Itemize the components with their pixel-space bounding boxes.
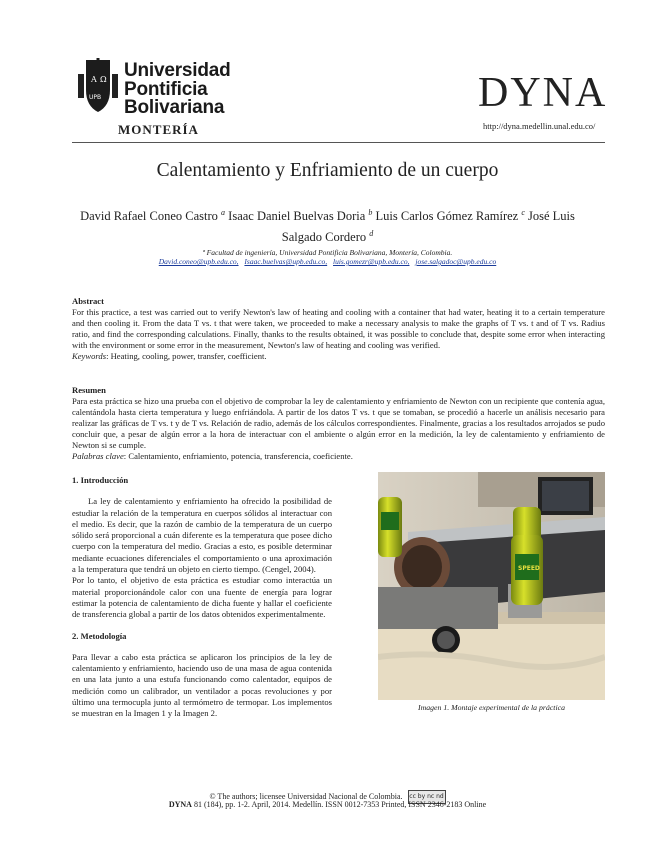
svg-text:UPB: UPB — [89, 94, 102, 101]
footer-citation — [0, 800, 655, 809]
experiment-photo — [378, 472, 605, 700]
abstract-section — [72, 296, 605, 362]
journal-url[interactable]: http://dyna.medellin.unal.edu.co/ — [483, 121, 596, 131]
method-paragraph: Para llevar a cabo esta práctica se aplicaron los principios de la ley de calentamiento y enfriamiento, haciendo uso de una masa de agua contenida en una lata junto a una estufa funcionando como calentador, equipos de medición como un calibrador, un ventilador a pocas revoluciones y por último una termocupla junto al termómetro de termopar. Los implementos se muestran en la Imagen 1 y la Imagen 2. — [72, 651, 332, 719]
email-link[interactable]: luis.gomezr@upb.edu.co, — [333, 257, 410, 266]
resumen-keywords: Palabras clave: Calentamiento, enfriamiento, potencia, transferencia, coeficiente. — [72, 451, 353, 461]
author-marker: a — [221, 208, 226, 217]
university-name-line: Universidad — [124, 60, 231, 81]
method-heading: 2. Metodología — [72, 630, 127, 641]
resumen-section — [72, 385, 605, 462]
intro-paragraph: La ley de calentamiento y enfriamiento ha ofrecido la posibilidad de estudiar la relación de la temperatura en cuerpos sólidos al interactuar con el medio. Es decir, que la razón de cambio de la temperatura de un cuerpo sólido será proporcional a cuán diferente es la temperatura que posee dicho cuerpo con la temperatura del medio. Gracias a esto, es posible determinar mediante ecuaciones diferenciales el comportamiento o una aproximación a la temperatura que tendrá un objeto en cierto tiempo. (Cengel, 2004). — [72, 496, 332, 575]
author-emails — [60, 257, 595, 266]
author-marker: d — [369, 229, 374, 239]
author-marker: c — [521, 208, 525, 217]
body-column-left — [72, 475, 332, 720]
svg-text:Ω: Ω — [100, 75, 107, 84]
paper-title: Calentamiento y Enfriamiento de un cuerpo — [156, 160, 499, 181]
citation-journal: DYNA — [168, 800, 192, 809]
abstract-heading: Abstract — [72, 296, 104, 306]
campus-name: MONTERÍA — [118, 122, 199, 137]
figure-caption: Imagen 1. Montaje experimental de la práctica — [417, 703, 566, 712]
university-logo — [72, 52, 257, 142]
cc-license-icon[interactable]: cc by nc nd — [408, 790, 446, 804]
crest-icon — [76, 56, 120, 114]
license-text: © The authors; licensee Universidad Nacional de Colombia. — [209, 791, 403, 801]
can-label: SPEED — [518, 565, 540, 572]
university-name-line: Bolivariana — [124, 97, 225, 118]
abstract-body: For this practice, a test was carried out to verify Newton's law of heating and cooling with a container that had water, heating it to a certain temperature and then cooling it. From the data T vs. t that were taken, we proceeded to make a necessary analysis to make the graphs of T vs. t and of T vs. Radius ratio, and find the corresponding calculations. Finally, thanks to the results obtained, it was possible to conclude that, despite some error when interacting with the environment or some error in the measurement, Newton's law of heating and cooling was verified. — [72, 307, 605, 350]
author-list — [60, 204, 595, 246]
author-marker: b — [368, 208, 373, 217]
author-name: Luis Carlos Gómez Ramírez — [375, 209, 519, 224]
resumen-body: Para esta práctica se hizo una prueba con el objetivo de comprobar la ley de calentamiento y enfriamiento de Newton con un recipiente que contenía agua, calentándola hasta cierta temperatura y luego enfriándola. A partir de los datos T vs. t que se tomaban, se procedió a hacerle un análisis necesario para realizar las gráficas de T vs. t y de T vs. Relación de radio, además de los cálculos correspondientes. Finalmente, gracias a los resultados arrojados se pudo concluir que, a pesar de algún error a la hora de interactuar con el ambiente o algún error en la medición, la ley de calentamiento y enfriamiento de Newton si se cumple. — [72, 396, 605, 450]
header-divider — [72, 142, 605, 143]
intro-paragraph: Por lo tanto, el objetivo de esta práctica es estudiar como interactúa un material proporcionándole calor con una fuente de energía para lograr estimar la potencia de calentamiento de dicha fuente y hallar el coeficiente de transferencia global a partir de los datos obtenidos experimentalmente. — [72, 575, 332, 620]
journal-logo: DYNA — [478, 70, 608, 116]
affiliation: ª Facultad de ingeniería, Universidad Pontificia Bolivariana, Montería, Colombia. — [202, 248, 453, 257]
citation-text: 81 (184), pp. 1-2. April, 2014. Medellín. ISSN 0012-7353 Printed, ISSN 2346-2183 Online — [191, 800, 487, 809]
resumen-heading: Resumen — [72, 385, 106, 395]
abstract-keywords: Keywords: Heating, cooling, power, transfer, coefficient. — [72, 351, 267, 361]
author-name: David Rafael Coneo Castro — [80, 209, 218, 224]
author-name: José Luis Salgado Cordero — [281, 209, 575, 245]
email-link[interactable]: Isaac.buelvas@upb.edu.co, — [244, 257, 328, 266]
svg-text:A: A — [91, 75, 97, 84]
intro-heading: 1. Introducción — [72, 475, 129, 485]
author-name: Isaac Daniel Buelvas Doria — [228, 209, 366, 224]
email-link[interactable]: David.coneo@upb.edu.co, — [158, 257, 239, 266]
university-name-line: Pontificia — [124, 78, 208, 100]
email-link[interactable]: jose.salgadoc@upb.edu.co — [415, 257, 497, 266]
